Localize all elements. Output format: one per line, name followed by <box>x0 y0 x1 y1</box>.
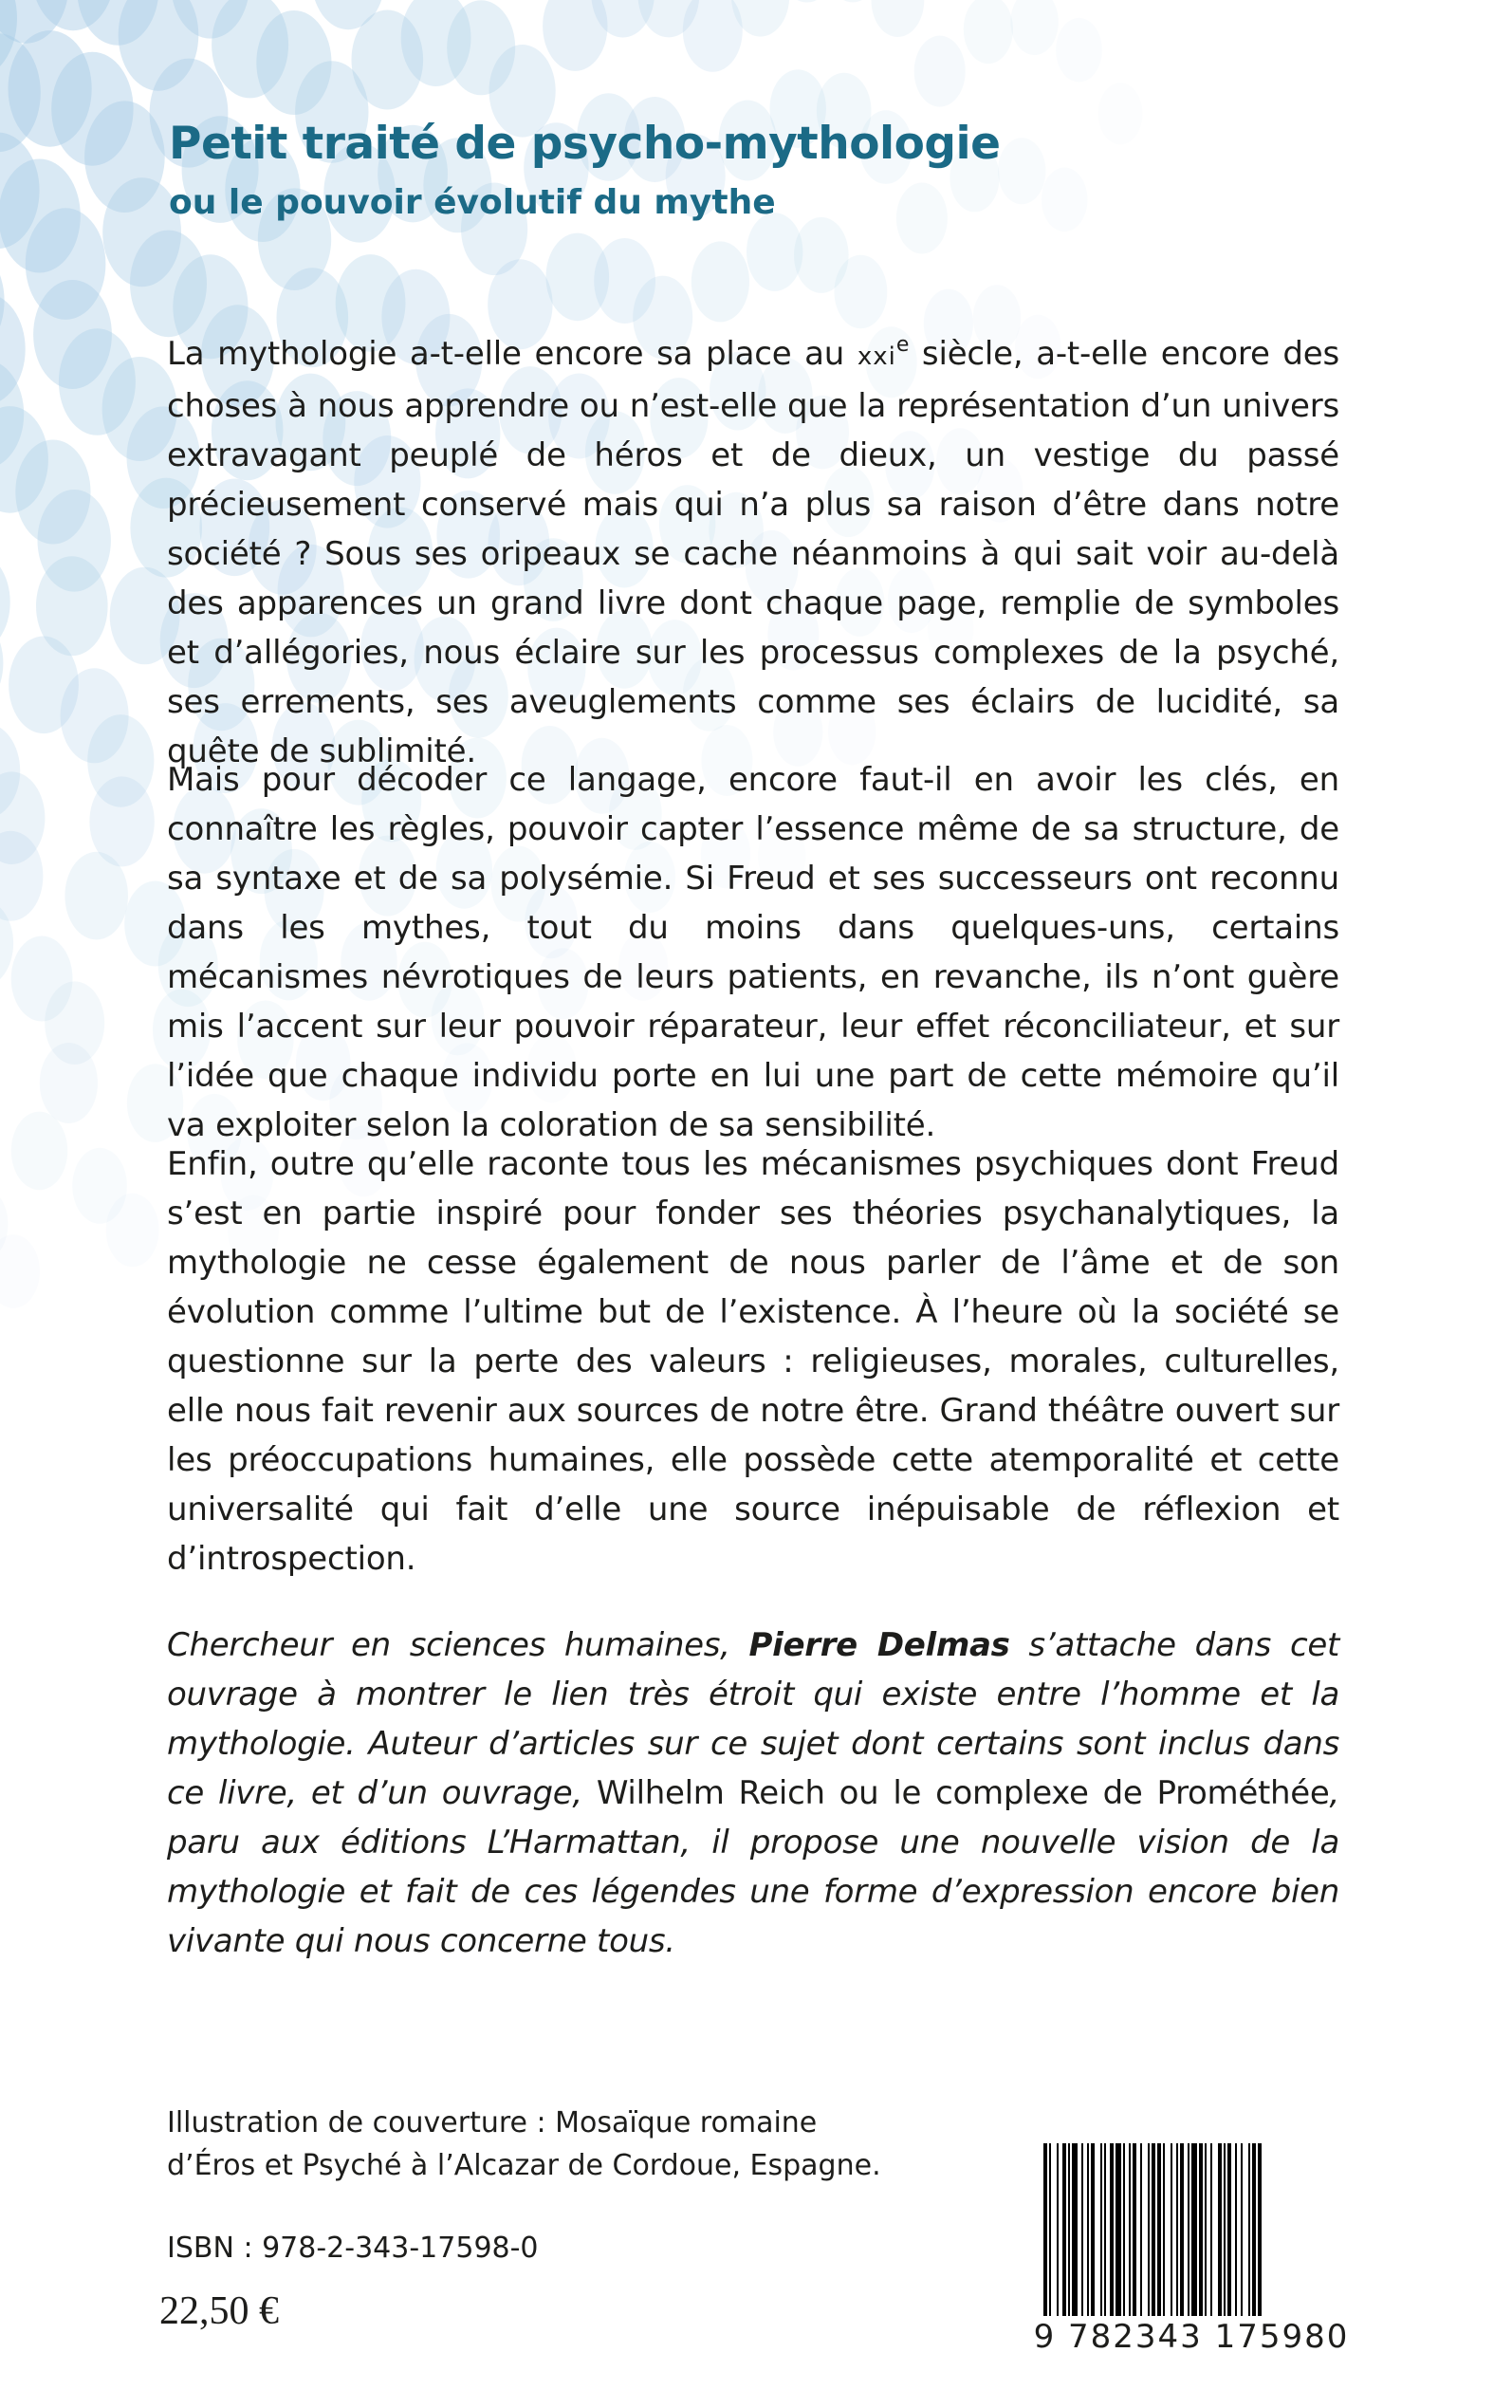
cover-illustration-credit <box>167 2102 881 2187</box>
barcode-bar <box>1224 2143 1226 2316</box>
barcode-bar <box>1100 2143 1102 2316</box>
barcode-bar <box>1072 2143 1078 2316</box>
barcode-bar <box>1091 2143 1095 2316</box>
barcode-bar <box>1049 2143 1051 2316</box>
blurb-paragraph-1 <box>167 321 1339 776</box>
barcode-bar <box>1205 2143 1207 2316</box>
author-bio <box>167 1621 1339 1966</box>
author-name: Pierre Delmas <box>748 1626 1010 1664</box>
barcode-bar <box>1133 2143 1136 2316</box>
barcode-bar <box>1188 2143 1189 2316</box>
blurb-text: Mais pour décoder ce langage, encore faut-il en avoir les clés, en connaître les règles, pouvoir capter l’essence même de sa structure, de sa syntaxe et de sa polysémie. Si Freud et ses successeurs ont reconnu dans les mythes, tout du moins dans quelques-uns, certains mécanismes névrotiques de leurs patients, en revanche, ils n’ont guère mis l’accent sur leur pouvoir réparateur, leur effet réconciliateur, et sur l’idée que chaque individu porte en lui une part de cette mémoire qu’il va exploiter selon la coloration de sa sensibilité. <box>167 761 1339 1144</box>
barcode-bar <box>1218 2143 1222 2316</box>
isbn: ISBN : 978-2-343-17598-0 <box>167 2232 539 2265</box>
blurb-paragraph-2 <box>167 755 1339 1150</box>
barcode-bar <box>1235 2143 1237 2316</box>
author-bio-lead: Chercheur en sciences humaines, <box>167 1626 749 1664</box>
barcode-bar <box>1057 2143 1059 2316</box>
barcode-bar <box>1191 2143 1197 2316</box>
barcode-bar <box>1148 2143 1150 2316</box>
barcode <box>1032 2138 1350 2365</box>
barcode-bar <box>1171 2143 1172 2316</box>
barcode-bar <box>1123 2143 1125 2316</box>
barcode-bar <box>1252 2143 1256 2316</box>
author-bio-text: s’attache dans cet ouvrage à montrer le lien très étroit qui existe entre l’homme et la mythologie. Auteur d’articles sur ce sujet dont certains sont inclus dans ce livre, et d’un ouvrage, <box>167 1626 1339 1812</box>
barcode-bar <box>1116 2143 1121 2316</box>
barcode-bar <box>1227 2143 1231 2316</box>
book-title: Petit traité de psycho-mythologie <box>169 118 1001 170</box>
credit-line-1: Illustration de couverture : Mosaïque romaine <box>167 2106 818 2139</box>
barcode-bar <box>1068 2143 1070 2316</box>
barcode-bar <box>1180 2143 1184 2316</box>
blurb-paragraph-3 <box>167 1139 1339 1584</box>
barcode-bar <box>1248 2143 1250 2316</box>
barcode-bar <box>1140 2143 1142 2316</box>
blurb-text: La mythologie a-t-elle encore sa place au <box>167 335 857 373</box>
century-suffix: e <box>895 333 910 357</box>
barcode-bar <box>1176 2143 1178 2316</box>
barcode-bar <box>1210 2143 1212 2316</box>
barcode-bar <box>1258 2143 1262 2316</box>
blurb-text: Enfin, outre qu’elle raconte tous les mécanismes psychiques dont Freud s’est en partie inspiré pour fonder ses théories psychanalytiques, la mythologie ne cesse également de nous parler de l’âme et de son évolution comme l’ultime but de l’existence. À l’heure où la société se questionne sur la perte des valeurs : religieuses, morales, culturelles, elle nous fait revenir aux sources de notre être. Grand théâtre ouvert sur les préoccupations humaines, elle possède cette atemporalité et cette universalité qui fait d’elle une source inépuisable de réflexion et d’introspection. <box>167 1145 1339 1578</box>
author-bio-tail: , paru aux éditions L’Harmattan, il propose une nouvelle vision de la mythologie et fait de ces légendes une forme d’expression encore bien vivante qui nous concerne tous. <box>167 1774 1339 1960</box>
barcode-bar <box>1199 2143 1203 2316</box>
price: 22,50 € <box>159 2289 279 2333</box>
barcode-bar <box>1163 2143 1165 2316</box>
century-numeral: xxi <box>857 343 896 371</box>
barcode-bar <box>1062 2143 1066 2316</box>
barcode-bar <box>1081 2143 1083 2316</box>
barcode-bar <box>1129 2143 1131 2316</box>
barcode-bars <box>1042 2143 1341 2320</box>
barcode-bar <box>1157 2143 1161 2316</box>
barcode-bar <box>1087 2143 1089 2316</box>
previous-book-title: Wilhelm Reich ou le complexe de Prométhée <box>596 1774 1330 1812</box>
book-subtitle: ou le pouvoir évolutif du mythe <box>169 183 776 222</box>
barcode-bar <box>1104 2143 1106 2316</box>
barcode-bar <box>1241 2143 1243 2316</box>
credit-line-2: d’Éros et Psyché à l’Alcazar de Cordoue, Espagne. <box>167 2149 881 2182</box>
barcode-bar <box>1152 2143 1155 2316</box>
barcode-bar <box>1043 2143 1047 2316</box>
blurb-text: siècle, a-t-elle encore des choses à nous apprendre ou n’est-elle que la représentation d’un univers extravagant peuplé de héros et de dieux, un vestige du passé précieusement conservé mais qui n’a plus sa raison d’être dans notre société ? Sous ses oripeaux se cache néanmoins à qui sait voir au-delà des apparences un grand livre dont chaque page, remplie de symboles et d’allégories, nous éclaire sur les processus complexes de la psyché, ses errements, ses aveuglements comme ses éclairs de lucidité, sa quête de sublimité. <box>167 335 1339 770</box>
barcode-bar <box>1110 2143 1114 2316</box>
barcode-digits: 9 782343 175980 <box>1033 2318 1350 2356</box>
